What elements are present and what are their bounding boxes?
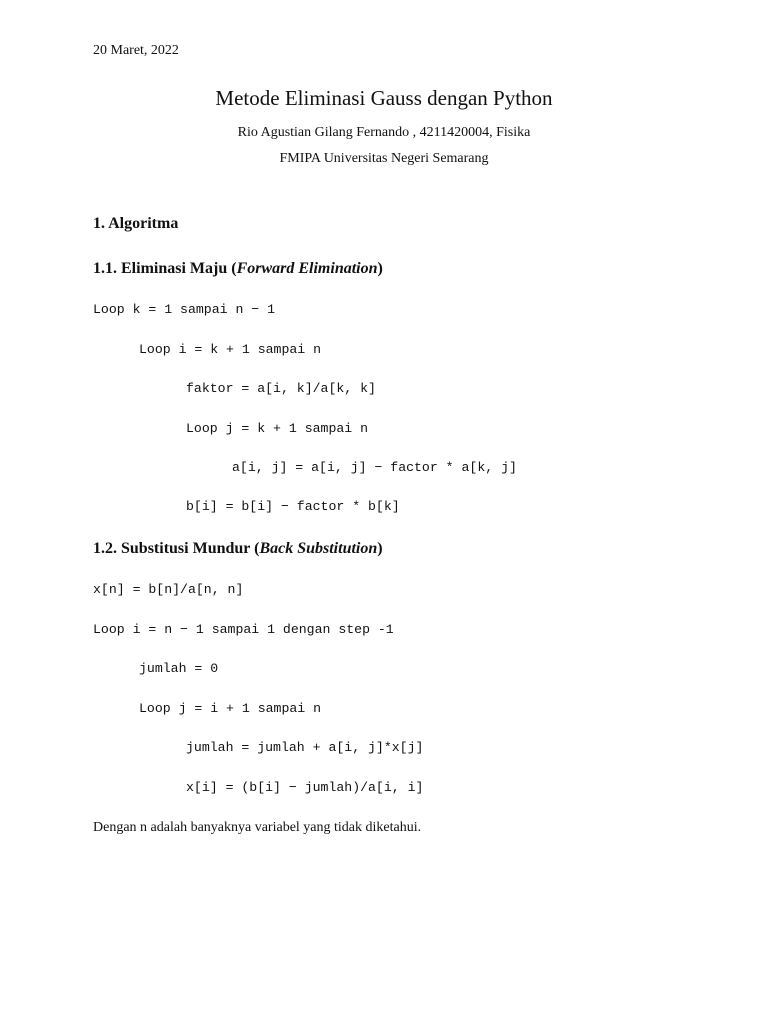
code-line: Loop i = k + 1 sampai n xyxy=(139,342,322,357)
code-line: a[i, j] = a[i, j] − factor * a[k, j] xyxy=(232,460,517,475)
subsection-heading-back-substitution xyxy=(93,540,383,558)
heading-italic-text: Forward Elimination xyxy=(236,260,378,277)
code-line: jumlah = jumlah + a[i, j]*x[j] xyxy=(186,740,424,755)
code-line: b[i] = b[i] − factor * b[k] xyxy=(186,499,400,514)
note-paragraph: Dengan n adalah banyaknya variabel yang tidak diketahui. xyxy=(93,820,422,835)
heading-italic-text: Back Substitution xyxy=(259,540,378,557)
code-line: x[i] = (b[i] − jumlah)/a[i, i] xyxy=(186,780,424,795)
heading-suffix: ) xyxy=(377,540,383,557)
code-line: jumlah = 0 xyxy=(139,661,219,676)
code-line: Loop k = 1 sampai n − 1 xyxy=(93,302,276,317)
document-title: Metode Eliminasi Gauss dengan Python xyxy=(215,86,553,110)
subsection-heading-forward-elimination xyxy=(93,260,383,278)
code-line: Loop j = k + 1 sampai n xyxy=(186,421,369,436)
heading-text: 1.2. Substitusi Mundur ( xyxy=(93,540,260,557)
section-heading-algoritma: 1. Algoritma xyxy=(93,215,179,232)
code-line: x[n] = b[n]/a[n, n] xyxy=(93,582,244,597)
author-line: Rio Agustian Gilang Fernando , 4211420004, Fisika xyxy=(237,125,531,140)
heading-text: 1.1. Eliminasi Maju ( xyxy=(93,260,237,277)
code-line: faktor = a[i, k]/a[k, k] xyxy=(186,381,376,396)
code-line: Loop i = n − 1 sampai 1 dengan step -1 xyxy=(93,622,394,637)
document-date: 20 Maret, 2022 xyxy=(93,43,179,58)
code-line: Loop j = i + 1 sampai n xyxy=(139,701,322,716)
heading-suffix: ) xyxy=(377,260,383,277)
affiliation-line: FMIPA Universitas Negeri Semarang xyxy=(279,151,489,166)
